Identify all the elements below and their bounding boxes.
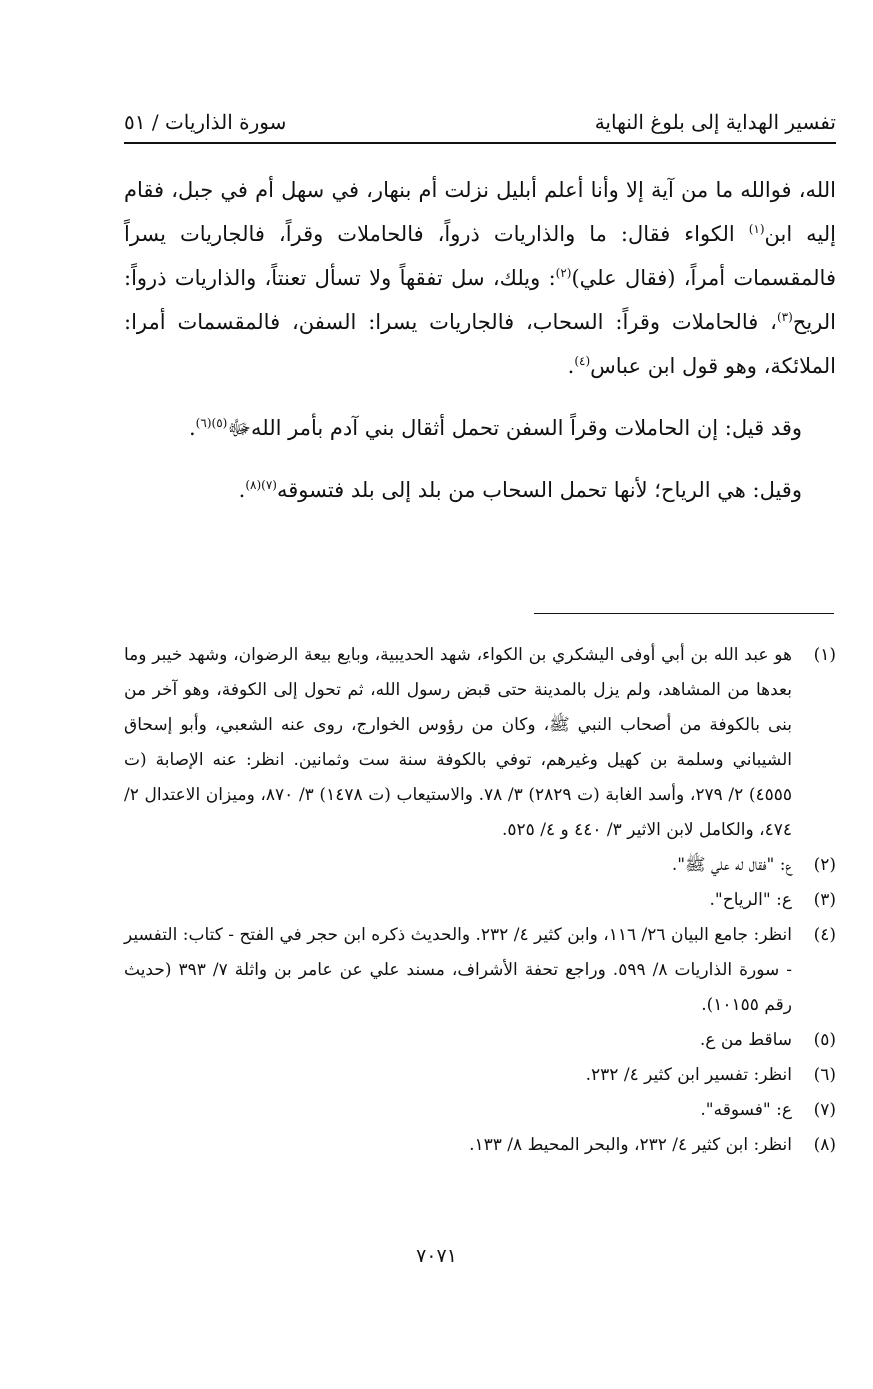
paragraph-3: وقيل: هي الرياح؛ لأنها تحمل السحاب من بلد إلى بلد فتسوقه$^{(٧)(٨)}$. — [238, 478, 802, 502]
footnote — [124, 1093, 836, 1128]
paragraph-1: الله، فوالله ما من آية إلا وأنا أعلم أبليل نزلت أم بنهار، في سهل أم في جبل، فقام إليه ابن$^{(١)}$ الكواء فقال: ما والذاريات ذرواً، فالحاملات وقراً، فالجاريات يسراً فالمقسمات أمراً، (فقال علي)$^{(٢)}$: ويلك، سل تفقهاً ولا تسأل تعنتاً، والذاريات ذرواً: الريح$^{(٣)}$، فالحاملات وقراً: السحاب، فالجاريات يسرا: السفن، فالمقسمات أمرا: الملائكة، وهو قول ابن عباس$^{(٤)}$. — [124, 178, 837, 378]
footnote-text: هو عبد الله بن أبي أوفى اليشكري بن الكواء، شهد الحديبية، وبايع بيعة الرضوان، وشهد خيبر وما بعدها من المشاهد، ولم يزل بالمدينة حتى قبض رسول الله، ثم تحول إلى الكوفة، وهو آخر من بنى بالكوفة من أصحاب النبي ﷺ، وكان من رؤوس الخوارج، روى عنه الشعبي، وأبو إسحاق الشيباني وسلمة بن كهيل وغيرهم، توفي بالكوفة سنة ست وثمانين. انظر: عنه الإصابة (ت ٤٥٥٥) ٢/ ٢٧٩، وأسد الغابة (ت ٢٨٢٩) ٣/ ٧٨. والاستيعاب (ت ١٤٧٨) ٣/ ٨٧٠، وميزان الاعتدال ٢/ ٤٧٤، والكامل لابن الاثير ٣/ ٤٤٠ و ٤/ ٥٢٥. — [124, 645, 792, 840]
footnote — [124, 883, 836, 918]
footnote-ref-2: (٢) — [555, 266, 572, 280]
footnote-text: ساقط من ع. — [699, 1030, 792, 1050]
footnote-ref-5-6: (٥)(٦) — [195, 416, 228, 430]
page-number: ٧٠٧١ — [416, 1245, 457, 1267]
footnote-number: (٧) — [813, 1100, 836, 1120]
surah-reference: سورة الذاريات / ٥١ — [124, 110, 287, 134]
footnote-text: ع: "فسوقه". — [700, 1100, 792, 1120]
footnote-ref-4: (٤) — [574, 354, 591, 368]
footnote-ref-3: (٣) — [776, 310, 793, 324]
footnote-number: (٢) — [813, 855, 836, 875]
footnote-ref-7-8: (٧)(٨) — [245, 478, 277, 492]
honorific-glyph: ﷻ — [227, 416, 252, 440]
footnote — [124, 848, 836, 883]
footnote-divider — [534, 613, 834, 614]
footnote-number: (٣) — [813, 890, 836, 910]
footnotes — [124, 638, 836, 1163]
footnote — [124, 1058, 836, 1093]
footnote-ref-1: (١) — [748, 222, 765, 236]
book-title: تفسير الهداية إلى بلوغ النهاية — [594, 110, 836, 134]
footnote-number: (٦) — [813, 1065, 836, 1085]
paragraph-2: وقد قيل: إن الحاملات وقراً السفن تحمل أثقال بني آدم بأمر اللهﷻ$^{(٥)(٦)}$. — [188, 416, 802, 440]
header-divider — [124, 142, 836, 144]
footnote-number: (٥) — [813, 1030, 836, 1050]
footnote-text: ع: "فقال له علي ﷺ". — [671, 855, 792, 875]
footnote — [124, 638, 836, 848]
footnote-number: (١) — [813, 645, 836, 665]
footnote — [124, 1023, 836, 1058]
footnote-text: انظر: ابن كثير ٤/ ٢٣٢، والبحر المحيط ٨/ ١٣٣. — [469, 1135, 792, 1155]
footnote-number: (٨) — [813, 1135, 836, 1155]
footnote-text: انظر: تفسير ابن كثير ٤/ ٢٣٢. — [585, 1065, 792, 1085]
footnote-text: ع: "الرياح". — [709, 890, 792, 910]
footnote — [124, 918, 836, 1023]
footnote-text: انظر: جامع البيان ٢٦/ ١١٦، وابن كثير ٤/ ٢٣٢. والحديث ذكره ابن حجر في الفتح - كتاب: التفسير - سورة الذاريات ٨/ ٥٩٩. وراجع تحفة الأشراف، مسند علي عن عامر بن واثلة ٧/ ٣٩٣ (حديث رقم ١٠١٥٥). — [124, 925, 792, 1015]
footnote — [124, 1128, 836, 1163]
footnote-number: (٤) — [813, 925, 836, 945]
main-text — [124, 168, 836, 512]
running-header — [124, 100, 836, 134]
